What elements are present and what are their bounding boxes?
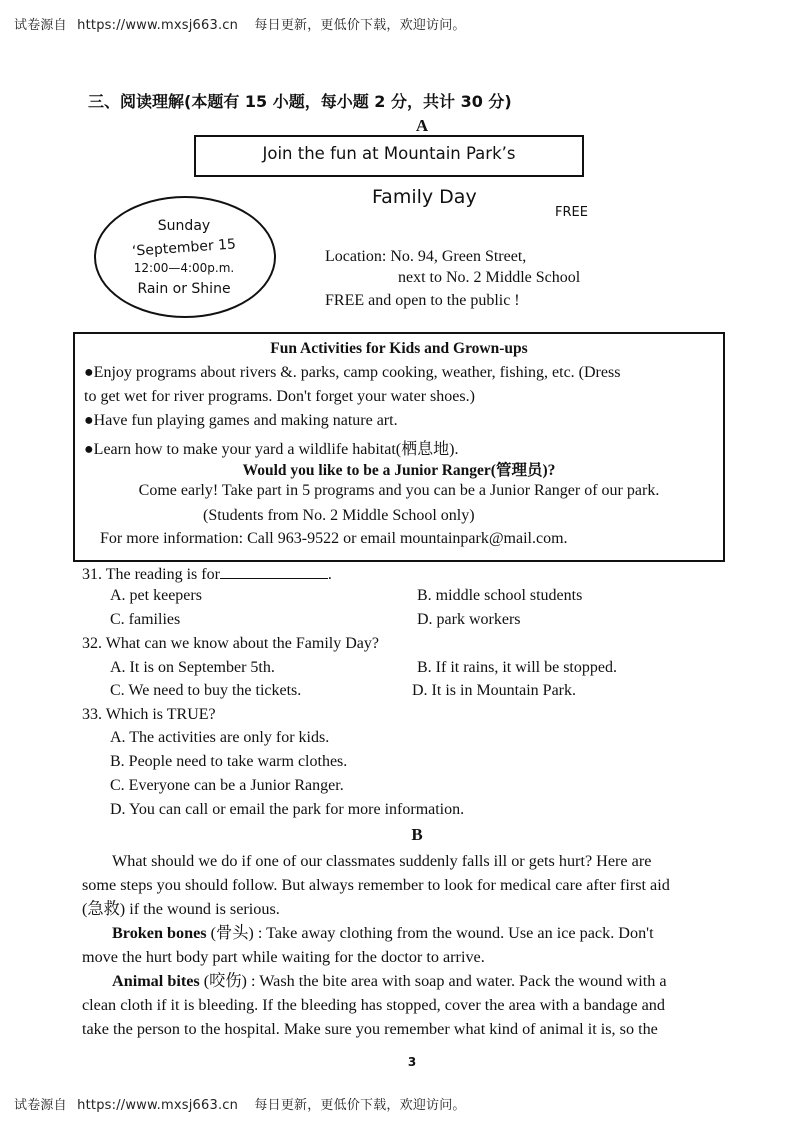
footer-tagline: 每日更新，更低价下载，欢迎访问。 [254,1098,466,1113]
passage-b-label: B [411,825,423,844]
header-url[interactable]: https://www.mxsj663.cn [77,18,239,33]
passage-a-label: A [415,116,429,135]
b-p2-line2: move the hurt body part while waiting for the doctor to arrive. [82,948,485,966]
animal-bites-term: Animal bites [112,972,200,990]
location-line3: FREE and open to the public ! [325,292,520,309]
header-tagline: 每日更新，更低价下载，欢迎访问。 [254,18,466,33]
q31-option-d: D. park workers [417,611,521,628]
q31-option-b: B. middle school students [417,587,583,604]
ranger-line2: (Students from No. 2 Middle School only) [203,507,475,524]
activity-line2: to get wet for river programs. Don't forget your water shoes.) [84,388,475,405]
header-source: 试卷源自 [14,18,67,33]
q32-option-d: D. It is in Mountain Park. [412,682,576,699]
event-title: Family Day [372,186,477,208]
q31-option-c: C. families [110,611,181,628]
b-p3-line1 [112,969,667,993]
q33-stem: 33. Which is TRUE? [82,706,216,723]
broken-bones-term: Broken bones [112,924,207,942]
b-p2-line1 [112,921,654,945]
q32-stem: 32. What can we know about the Family Day? [82,635,379,652]
b-p1-line2: some steps you should follow. But always remember to look for medical care after first aid [82,876,670,894]
q32-option-a: A. It is on September 5th. [110,659,275,676]
q32-option-b: B. If it rains, it will be stopped. [417,659,617,676]
b-p1-line1: What should we do if one of our classmates suddenly falls ill or gets hurt? Here are [112,852,652,870]
q33-option-c: C. Everyone can be a Junior Ranger. [110,777,344,794]
ranger-heading: Would you like to be a Junior Ranger(管理员)? [242,462,556,479]
q31-stem-text: 31. The reading is for [82,566,220,583]
footer-url[interactable]: https://www.mxsj663.cn [77,1098,239,1113]
oval-date: ‘September 15 [131,236,237,260]
oval-day: Sunday [157,218,211,234]
b-p1-line3: (急救) if the wound is serious. [82,900,280,918]
oval-weather: Rain or Shine [137,281,231,297]
q31-answer-blank[interactable] [220,564,328,579]
activity-line3: ●Have fun playing games and making nature art. [84,412,398,429]
footer-source: 试卷源自 [14,1098,67,1113]
q33-option-d: D. You can call or email the park for more information. [110,801,465,818]
oval-time: 12:00—4:00p.m. [133,261,235,275]
banner-text: Join the fun at Mountain Park’s [262,144,516,163]
page-footer [14,1094,466,1113]
b-p3-line1-text: (咬伤) : Wash the bite area with soap and water. Pack the wound with a [199,972,667,990]
location-line2: next to No. 2 Middle School [398,269,581,286]
location-line1: Location: No. 94, Green Street, [325,248,527,265]
q31-option-a: A. pet keepers [110,587,202,604]
activity-line1: ●Enjoy programs about rivers &. parks, camp cooking, weather, fishing, etc. (Dress [84,364,621,381]
q33-option-b: B. People need to take warm clothes. [110,753,348,770]
q32-option-c: C. We need to buy the tickets. [110,682,302,699]
activity-line4: ●Learn how to make your yard a wildlife habitat(栖息地). [84,441,459,458]
section-title: 三、阅读理解(本题有 15 小题，每小题 2 分，共计 30 分) [88,92,512,111]
page-header [14,14,466,33]
b-p3-line3: take the person to the hospital. Make sure you remember what kind of animal it is, so the [82,1020,658,1038]
b-p3-line2: clean cloth if it is bleeding. If the bleeding has stopped, cover the area with a bandage and [82,996,665,1014]
q31-stem-end: . [327,566,332,583]
free-tag: FREE [555,205,588,220]
page-number: 3 [407,1055,417,1069]
b-p2-line1-text: (骨头) : Take away clothing from the wound. Use an ice pack. Don't [206,924,654,942]
banner-box [194,135,584,177]
contact-line: For more information: Call 963-9522 or email mountainpark@mail.com. [100,530,568,547]
q33-option-a: A. The activities are only for kids. [110,729,330,746]
activities-heading: Fun Activities for Kids and Grown-ups [270,340,528,357]
q31-stem [82,564,332,584]
ranger-line1: Come early! Take part in 5 programs and you can be a Junior Ranger of our park. [138,482,660,499]
